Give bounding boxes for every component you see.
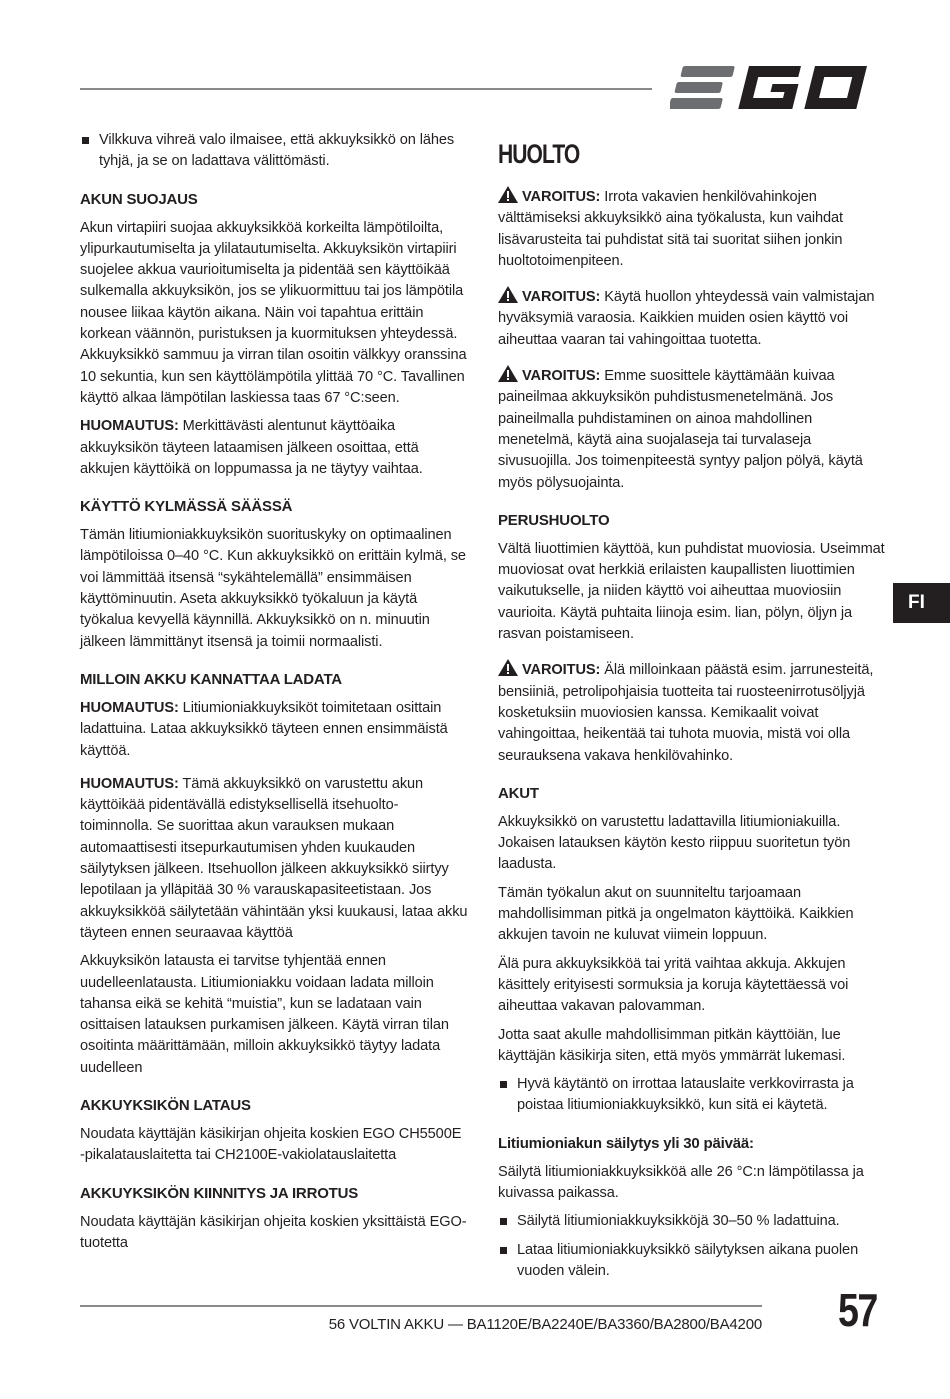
paragraph: Akun virtapiiri suojaa akkuyksikköä korkeilta lämpötiloilta, ylipurkautumiselta ja ylilatautumiselta. Akkuyksikön virtapiiri suojelee akkua vaurioitumiselta ja pidentää sen käyttöikää sulkemalla akkuyksikön, jos se ylikuormittuu tai jos lämpötila nousee liikaa käytön aikana. Näin voi tapahtua erittäin korkean väännön, puristuksen ja kuormituksen yhteydessä. Akkuyksikkö sammuu ja virran tilan osoitin välkkyy oranssina 10 sekuntia, kun sen käyttölämpötila ylittää 70 °C. Tavallinen käyttö alkaa lämpötilan laskiessa taas 67 °C:seen. xyxy=(80,219,467,406)
footer-rule xyxy=(80,1305,762,1307)
paragraph: Jotta saat akulle mahdollisimman pitkän käyttöiän, lue käyttäjän käsikirja siten, että myös ymmärrät lukemasi. xyxy=(498,1026,846,1064)
paragraph: Noudata käyttäjän käsikirjan ohjeita koskien yksittäistä EGO-tuotetta xyxy=(80,1213,467,1251)
language-tab: FI xyxy=(893,583,950,623)
warning-label: VAROITUS: xyxy=(522,662,601,679)
note-text: Tämä akkuyksikkö on varustettu akun käyttöikää pidentävällä edistyksellisellä itsehuolto-toiminnolla. Se suorittaa akun varauksen mukaan automaattisesti itsepurkautumisen yhden kuukauden säilytyksen jälkeen. Itsehuollon jälkeen akkuyksikkö siirtyy lepotilaan ja ylläpitää 30 % varauskapasiteetistaan. Jos akkuyksikköä säilytetään vähintään yksi kuukausi, lataa akku täyteen ennen seuraavaa käyttöä xyxy=(80,775,468,941)
section-heading-cold-weather: KÄYTTÖ KYLMÄSSÄ SÄÄSSÄ xyxy=(80,498,293,516)
section-heading-when-to-charge: MILLOIN AKKU KANNATTAA LADATA xyxy=(80,670,342,688)
warning-paragraph xyxy=(498,186,886,272)
warning-label: VAROITUS: xyxy=(522,189,601,205)
header-rule xyxy=(80,88,652,90)
warning-paragraph xyxy=(498,365,886,494)
section-heading-charging: AKKUYKSIKÖN LATAUS xyxy=(80,1096,251,1114)
warning-text: Irrota vakavien henkilövahinkojen välttämiseksi akkuyksikkö aina työkalusta, kun vaihdat lisävarusteita tai puhdistat sitä tai suoritat siihen jonkin huoltotoimenpiteen. xyxy=(498,189,844,269)
note-label: HUOMAUTUS: xyxy=(80,418,179,435)
paragraph: Akkuyksikkö on varustettu ladattavilla litiumioniakuilla. Jokaisen latauksen käytön kesto riippuu suoritetun työn laadusta. xyxy=(498,813,851,873)
note-paragraph xyxy=(80,698,468,762)
footer-text: 56 VOLTIN AKKU — BA1120E/BA2240E/BA3360/BA2800/BA4200 xyxy=(328,1316,762,1333)
note-label: HUOMAUTUS: xyxy=(80,775,179,792)
warning-icon xyxy=(498,286,518,303)
list-item: Lataa litiumioniakkuyksikkö säilytyksen aikana puolen vuoden välein. xyxy=(498,1240,886,1283)
paragraph: Tämän työkalun akut on suunniteltu tarjoamaan mahdollisimman pitkä ja ongelmaton käyttöikä. Kaikkien akkujen tavoin ne kuluvat viimein loppuun. xyxy=(498,884,854,944)
note-text: Merkittävästi alentunut käyttöaika akkuyksikön täyteen lataamisen jälkeen osoittaa, että akkujen käyttöikä on loppumassa ja ne täytyy vaihtaa. xyxy=(80,418,423,477)
section-heading-basic-maintenance: PERUSHUOLTO xyxy=(498,511,610,529)
section-heading-batteries: AKUT xyxy=(498,784,539,802)
paragraph: Älä pura akkuyksikköä tai yritä vaihtaa akkuja. Akkujen käsittely erityisesti sormuksia ja koruja käytettäessä voi aiheuttaa vakavan palovamman. xyxy=(498,955,849,1015)
warning-text: Älä milloinkaan päästä esim. jarrunesteitä, bensiiniä, petrolipohjaisia tuotteita tai ruosteenirrotusöljyjä kosketuksiin muoviosien kanssa. Kemikaalit voivat vahingoittaa, heikentää tai tuhota muovia, mistä voi olla seurauksena vakava henkilövahinko. xyxy=(498,662,874,764)
paragraph: Säilytä litiumioniakkuyksikköä alle 26 °C:n lämpötilassa ja kuivassa paikassa. xyxy=(498,1163,864,1201)
warning-label: VAROITUS: xyxy=(522,289,601,306)
note-label: HUOMAUTUS: xyxy=(80,699,179,716)
paragraph: Noudata käyttäjän käsikirjan ohjeita koskien EGO CH5500E -pikalatauslaitetta tai CH2100E-vakiolatauslaitetta xyxy=(80,1125,462,1164)
paragraph: Tämän litiumioniakkuyksikön suorituskyky on optimaalinen lämpötiloissa 0–40 °C. Kun akkuyksikkö on erittäin kylmä, se voi lämmittää itsensä “sykähtelemällä” ensimmäisen käyttöminuutin. Aseta akkuyksikkö työkaluun ja käytä työkalua kevyellä käynnillä. Akkuyksikkö on n. minuutin jälkeen lämmittänyt itsensä ja toimii normaalisti. xyxy=(80,527,466,650)
section-heading-storage: Litiumioniakun säilytys yli 30 päivää: xyxy=(498,1134,754,1152)
section-heading-attach-detach: AKKUYKSIKÖN KIINNITYS JA IRROTUS xyxy=(80,1184,359,1202)
note-paragraph xyxy=(80,774,468,944)
left-column xyxy=(80,130,468,1261)
right-column xyxy=(498,130,886,1289)
note-text: Litiumioniakkuyksiköt toimitetaan osittain ladattuina. Lataa akkuyksikkö täyteen ennen ensimmäistä käyttöä. xyxy=(80,699,448,759)
warning-paragraph xyxy=(498,659,886,766)
page-number: 57 xyxy=(838,1284,877,1336)
warning-icon xyxy=(498,365,518,382)
paragraph: Akkuyksikön latausta ei tarvitse tyhjentää ennen uudelleenlatausta. Litiumioniakku voidaan ladata milloin tahansa eikä se kehitä “muistia”, kun se ladataan vain osittaisen latauksen purkamisen jälkeen. Käytä virran tilan osoitinta määrittämään, milloin akkuyksikkö täytyy ladata uudelleen xyxy=(80,953,449,1076)
warning-text: Käytä huollon yhteydessä vain valmistajan hyväksymiä varaosia. Kaikkien muiden osien käyttö voi aiheuttaa vaaran tai vahingoittaa tuotetta. xyxy=(498,289,875,348)
list-item: Hyvä käytäntö on irrottaa latauslaite verkkovirrasta ja poistaa litiumioniakkuyksikkö, kun sitä ei käytetä. xyxy=(498,1074,886,1117)
warning-label: VAROITUS: xyxy=(522,368,601,385)
paragraph: Vältä liuottimien käyttöä, kun puhdistat muoviosia. Useimmat muoviosat ovat herkkiä erilaisten kaupallisten liuottimien vaikutukselle, ja niiden käyttö voi aiheuttaa muoviosiin vaurioita. Käytä puhtaita liinoja esim. lian, pölyn, öljyn ja rasvan poistamiseen. xyxy=(498,540,885,643)
ego-logo xyxy=(670,62,882,114)
warning-paragraph xyxy=(498,286,886,351)
warning-icon xyxy=(498,186,518,203)
list-item: Säilytä litiumioniakkuyksikköjä 30–50 % ladattuina. xyxy=(498,1211,886,1232)
logo-text: EGO xyxy=(670,62,673,63)
warning-icon xyxy=(498,659,518,676)
list-item: Vilkkuva vihreä valo ilmaisee, että akkuyksikkö on lähes tyhjä, ja se on ladattava välittömästi. xyxy=(80,130,468,173)
page-title: HUOLTO xyxy=(498,139,580,169)
warning-text: Emme suosittele käyttämään kuivaa paineilmaa akkuyksikön puhdistusmenetelmänä. Jos paineilmalla puhdistaminen on ainoa mahdollinen menetelmä, käytä aina suojalaseja tai turvalaseja sivusuojilla. Jos toimenpiteestä syntyy paljon pölyä, käytä myös pölysuojainta. xyxy=(498,368,863,491)
note-paragraph xyxy=(80,416,468,480)
section-heading-battery-protection: AKUN SUOJAUS xyxy=(80,190,198,208)
